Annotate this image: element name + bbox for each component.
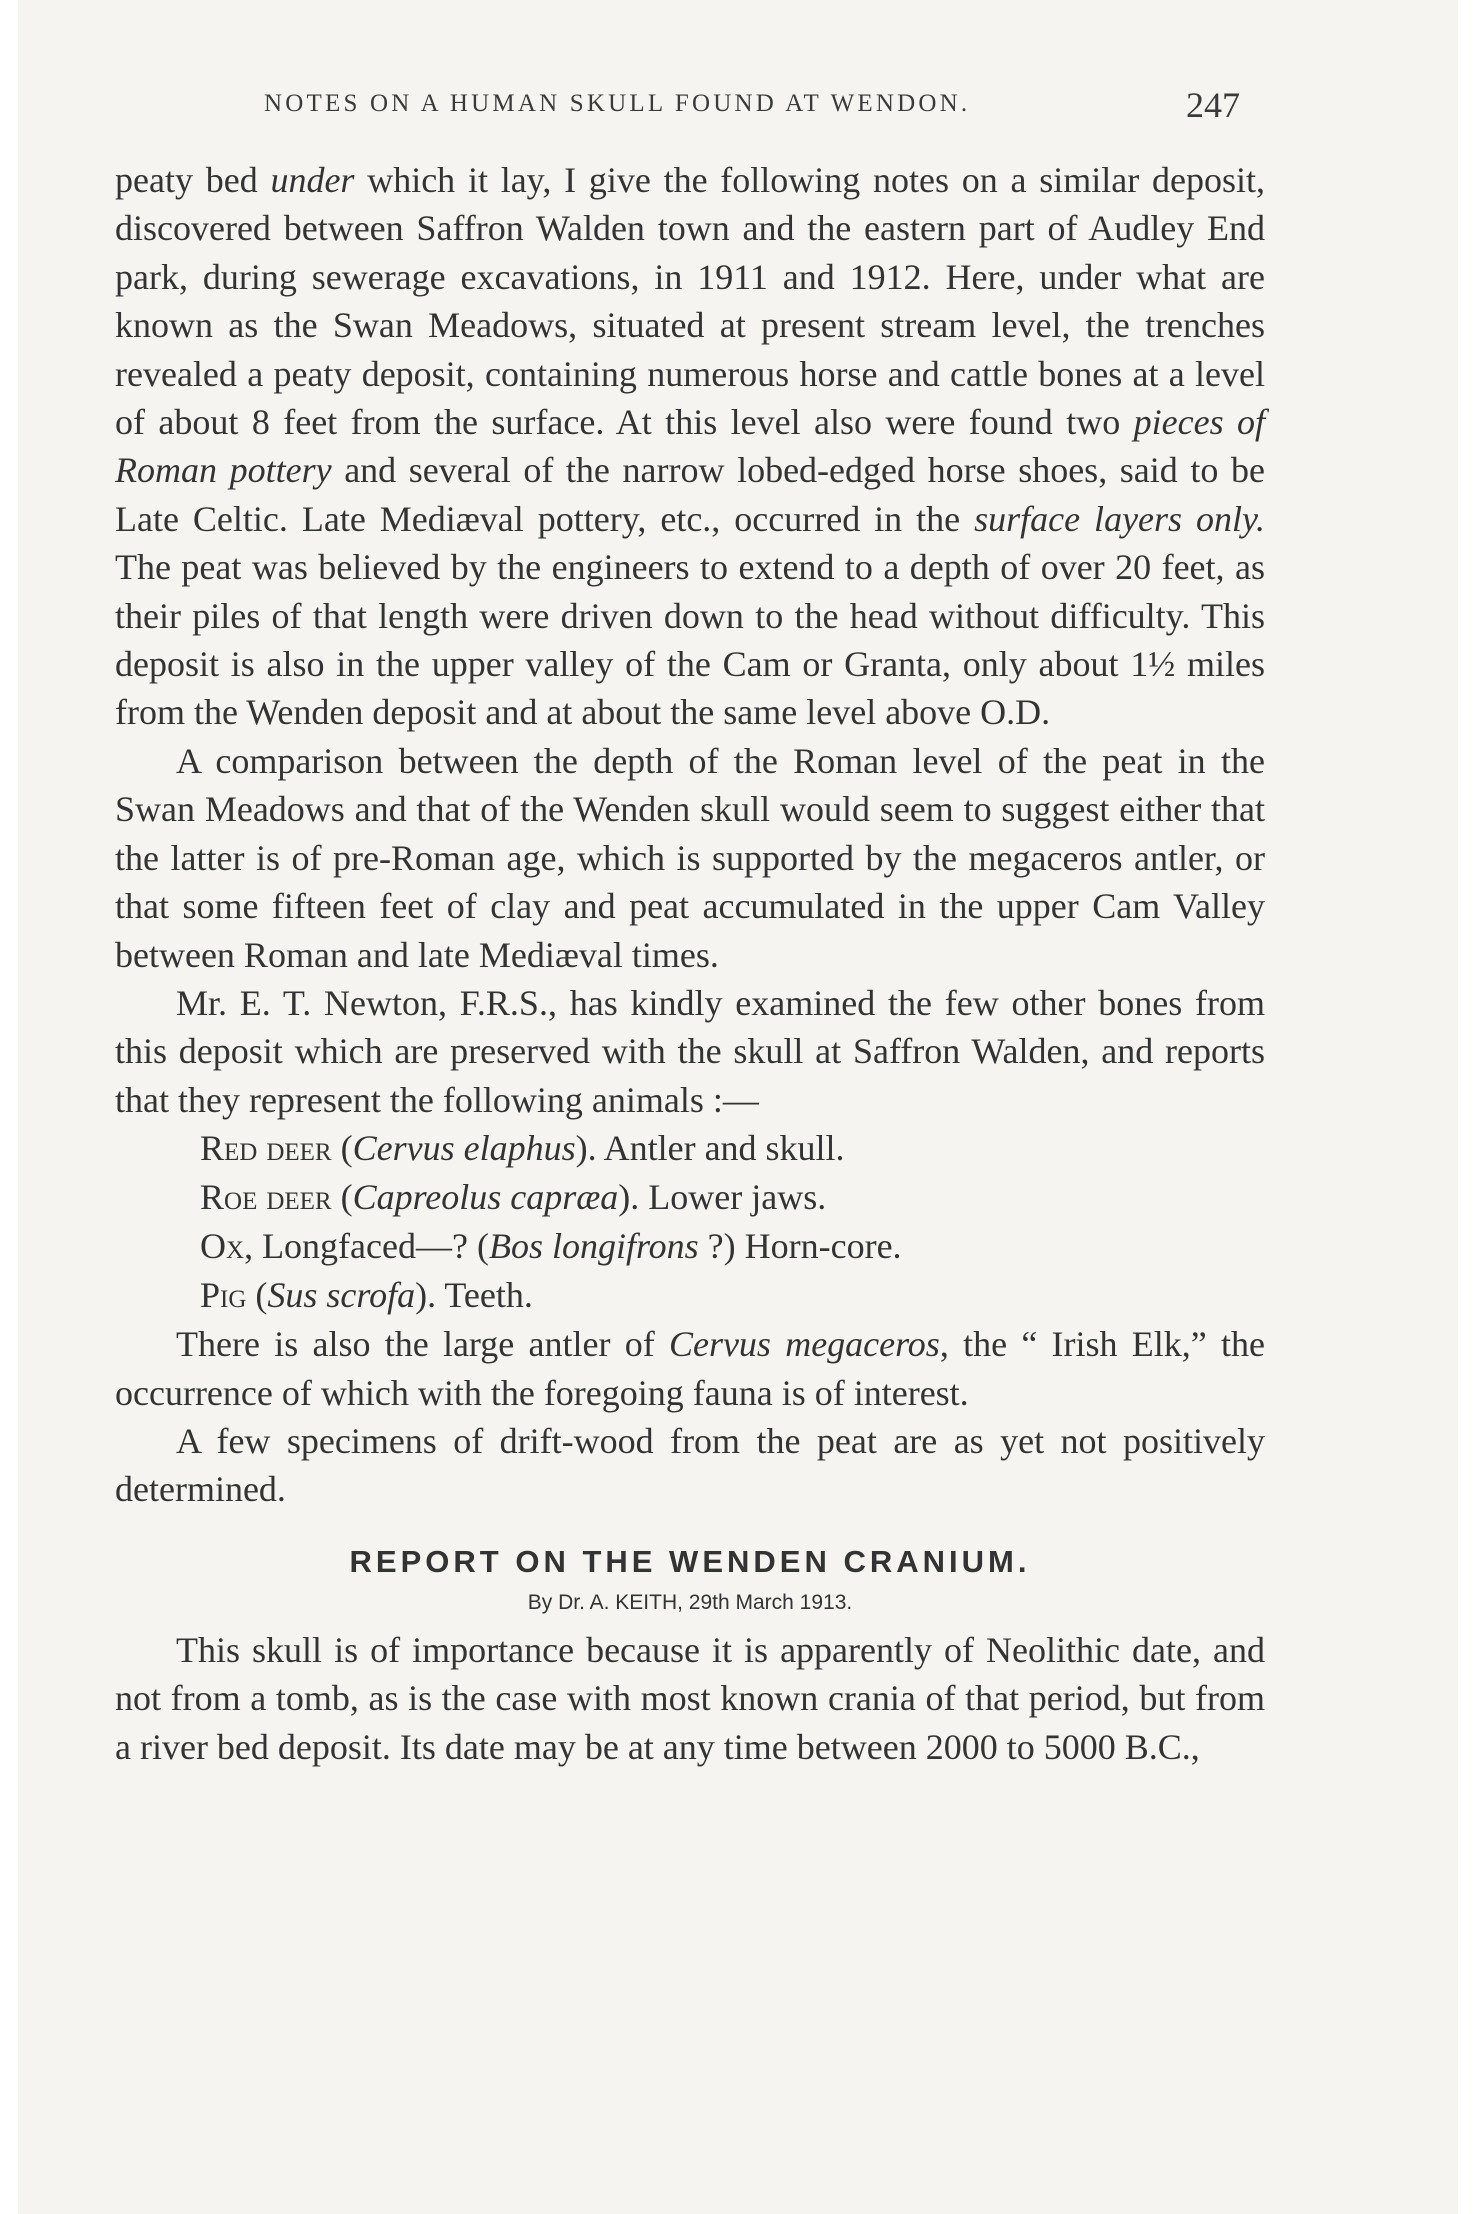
- paragraph-irish-elk: [115, 1320, 1265, 1417]
- text-run: ). Teeth.: [415, 1275, 533, 1316]
- species-item-pig: [115, 1271, 1265, 1320]
- paragraph-drift-wood: [115, 1417, 1265, 1514]
- italic-text: pieces of Roman pottery: [115, 402, 1265, 491]
- species-item-red-deer: [115, 1124, 1265, 1173]
- text-run: (: [246, 1275, 268, 1316]
- running-header: [0, 78, 1476, 138]
- text-run: There is also the large antler of: [176, 1324, 669, 1365]
- text-run: and several of the narrow lobed-edged horse shoes, said to be Late Celtic. Late Mediæval pottery, etc., occurred in the: [115, 450, 1265, 539]
- page-body: [115, 156, 1265, 1771]
- italic-text: Cervus elaphus: [352, 1128, 576, 1169]
- italic-text: Capreolus capræa: [352, 1177, 619, 1218]
- text-run: A comparison between the depth of the Roman level of the peat in the Swan Meadows and that of the Wenden skull would seem to suggest either that the latter is of pre-Roman age, which is supported by the megaceros antler, or that some fifteen feet of clay and peat accumulated in the upper Cam Valley between Roman and late Mediæval times.: [115, 740, 1265, 975]
- text-run: The peat was believed by the engineers to extend to a depth of over 20 feet, as their piles of that length were driven down to the head without difficulty. This deposit is also in the upper valley of the Cam or Granta, only about 1½ miles from the Wenden deposit and at about the same level above O.D.: [115, 547, 1265, 733]
- running-title: NOTES ON A HUMAN SKULL FOUND AT WENDON.: [264, 90, 971, 117]
- report-byline: By Dr. A. KEITH, 29th March 1913.: [527, 1590, 853, 1614]
- text-run: , the “ Irish Elk,” the occurrence of which with the foregoing fauna is of interest.: [115, 1324, 1266, 1413]
- italic-text: Sus scrofa: [267, 1275, 416, 1316]
- species-name: Pig: [200, 1275, 247, 1316]
- text-run: ). Antler and skull.: [575, 1128, 845, 1169]
- text-run: which it lay, I give the following notes on a similar deposit, discovered between Saffron Walden town and the eastern part of Audley End park, during sewerage excavations, in 1911 and 1912. Here, under what are known as the Swan Meadows, situated at present stream level, the trenches revealed a peaty deposit, containing numerous horse and cattle bones at a level of about 8 feet from the surface. At this level also were found two: [115, 160, 1266, 443]
- species-name: Roe deer: [200, 1177, 332, 1218]
- italic-text: Bos longifrons: [488, 1226, 699, 1267]
- species-item-roe-deer: [115, 1173, 1265, 1222]
- text-run: ?) Horn-core.: [698, 1226, 902, 1267]
- paragraph-continuation: [115, 156, 1265, 737]
- text-run: (: [331, 1177, 353, 1218]
- text-run: , Longfaced—? (: [244, 1226, 489, 1267]
- species-name: Red deer: [200, 1128, 332, 1169]
- paragraph-comparison: [115, 737, 1265, 979]
- page-number: 247: [1186, 85, 1240, 125]
- text-run: (: [331, 1128, 353, 1169]
- species-list: [115, 1124, 1265, 1320]
- section-heading: REPORT ON THE WENDEN CRANIUM.: [349, 1543, 1031, 1579]
- text-run: ). Lower jaws.: [618, 1177, 827, 1218]
- italic-text: surface layers only.: [974, 498, 1266, 539]
- text-run: Mr. E. T. Newton, F.R.S., has kindly examined the few other bones from this deposit which are preserved with the skull at Saffron Walden, and reports that they represent the following animals :—: [115, 982, 1265, 1120]
- species-name: Ox: [200, 1226, 245, 1267]
- text-run: A few specimens of drift-wood from the peat are as yet not positively determined.: [115, 1420, 1265, 1510]
- paragraph-newton: [115, 979, 1265, 1124]
- species-item-ox: [115, 1222, 1265, 1271]
- italic-text: Cervus megaceros: [668, 1324, 940, 1365]
- italic-text: under: [270, 160, 355, 200]
- text-run: This skull is of importance because it is apparently of Neolithic date, and not from a tomb, as is the case with most known crania of that period, but from a river bed deposit. Its date may be at any time between 2000 to 5000 B.C.,: [115, 1629, 1265, 1767]
- text-run: peaty bed: [115, 160, 271, 200]
- paragraph-report: [115, 1626, 1265, 1771]
